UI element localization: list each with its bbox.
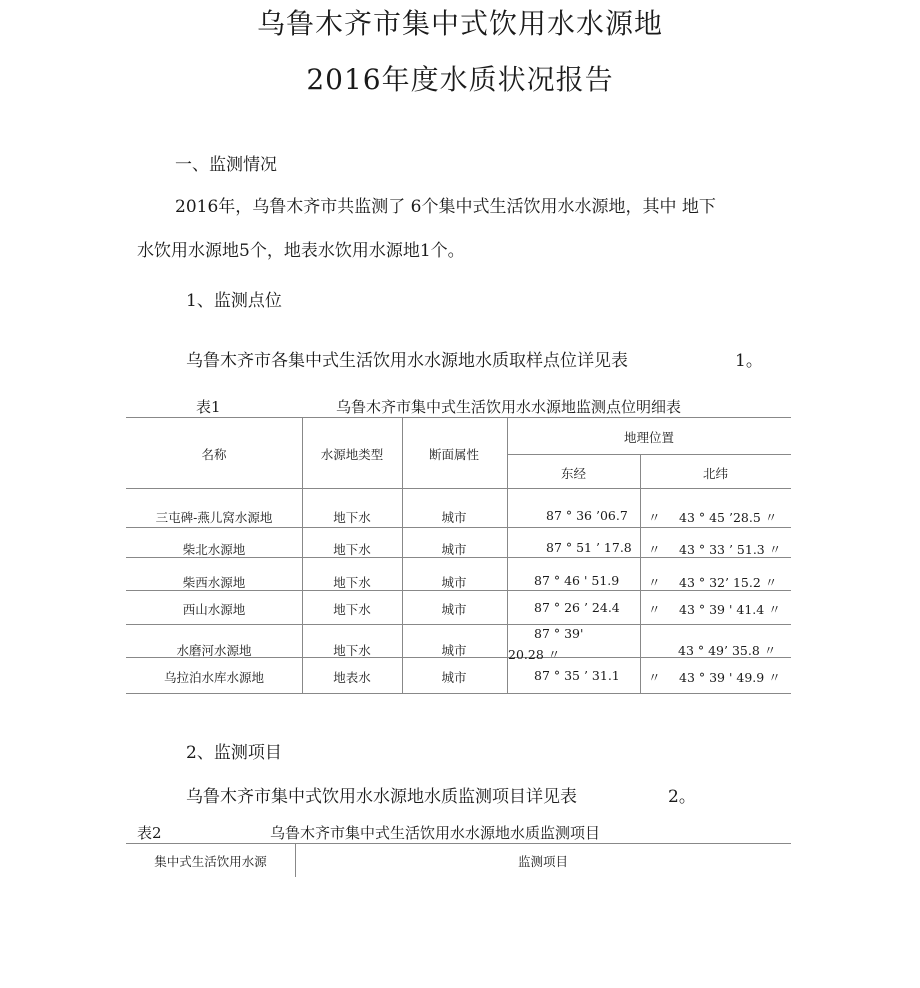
intro-paragraph-line1: 2016年，乌鲁木齐市共监测了 6个集中式生活饮用水水源地，其中 地下 — [175, 197, 716, 217]
table1-reference-number: 1。 — [735, 351, 763, 371]
table2-reference-text: 乌鲁木齐市集中式饮用水水源地水质监测项目详见表 — [186, 787, 577, 807]
row-attr: 城市 — [441, 602, 467, 617]
row-name: 水磨河水源地 — [176, 643, 252, 658]
row-north: 43 ° 49’ 35.8 〃 — [678, 643, 777, 658]
table1-header-location: 地理位置 — [623, 430, 674, 445]
row-east: 87 ° 46 ' 51.9 — [534, 573, 620, 588]
row-east-seconds-mark: 〃 — [648, 602, 661, 617]
table1-header-attr: 断面属性 — [428, 447, 479, 462]
row-name: 西山水源地 — [182, 602, 246, 617]
row-east-seconds-mark: 〃 — [648, 510, 661, 525]
row-east: 87 ° 51 ’ 17.8 — [546, 540, 632, 555]
table2-label: 表2 — [137, 824, 162, 842]
row-north: 43 ° 32’ 15.2 〃 — [679, 575, 778, 590]
table2-caption: 乌鲁木齐市集中式生活饮用水水源地水质监测项目 — [270, 824, 601, 842]
row-north: 43 ° 33 ’ 51.3 〃 — [679, 542, 782, 557]
section1-heading: 一、监测情况 — [175, 155, 277, 175]
table2-reference-number: 2。 — [668, 787, 696, 807]
row-east-seconds-mark: 〃 — [648, 542, 661, 557]
row-east: 87 ° 35 ’ 31.1 — [534, 668, 620, 683]
table1-row-divider — [126, 624, 791, 625]
row-east-seconds-mark: 〃 — [648, 575, 661, 590]
row-name: 乌拉泊水库水源地 — [163, 670, 264, 685]
report-title-line2: 2016年度水质状况报告 — [306, 63, 614, 96]
row-east: 87 ° 39' — [534, 626, 584, 641]
report-title-line1: 乌鲁木齐市集中式饮用水水源地 — [256, 7, 663, 40]
table1-header-east: 东经 — [560, 466, 586, 481]
row-attr: 城市 — [441, 575, 467, 590]
row-east-continued: 20.28 〃 — [508, 647, 561, 662]
table1-header-name: 名称 — [201, 447, 227, 462]
table1-header-type: 水源地类型 — [320, 447, 384, 462]
table1-header-bottom — [126, 488, 791, 489]
row-attr: 城市 — [441, 542, 467, 557]
row-name: 三屯碑-燕儿窝水源地 — [155, 510, 273, 525]
row-east-seconds-mark: 〃 — [648, 670, 661, 685]
table1-label: 表1 — [196, 398, 221, 416]
table2-header-items: 监测项目 — [517, 854, 568, 869]
table1-top-border — [126, 417, 791, 418]
table1-row-divider — [126, 527, 791, 528]
table1-bottom-border — [126, 693, 791, 694]
row-north: 43 ° 45 ’28.5 〃 — [679, 510, 778, 525]
table1-reference-text: 乌鲁木齐市各集中式生活饮用水水源地水质取样点位详见表 — [186, 351, 628, 371]
row-attr: 城市 — [441, 643, 467, 658]
row-type: 地表水 — [333, 670, 371, 685]
table1-caption: 乌鲁木齐市集中式生活饮用水水源地监测点位明细表 — [336, 398, 682, 416]
table1-header-north: 北纬 — [702, 466, 728, 481]
row-type: 地下水 — [333, 542, 371, 557]
row-name: 柴北水源地 — [182, 542, 246, 557]
row-north: 43 ° 39 ' 49.9 〃 — [679, 670, 781, 685]
subsection1-heading: 1、监测点位 — [186, 291, 282, 311]
table1-col-divider — [640, 454, 641, 693]
subsection2-heading: 2、监测项目 — [186, 743, 282, 763]
row-type: 地下水 — [333, 575, 371, 590]
row-type: 地下水 — [333, 643, 371, 658]
row-name: 柴西水源地 — [182, 575, 246, 590]
row-east: 87 ° 26 ’ 24.4 — [534, 600, 620, 615]
table2-top-border — [126, 843, 791, 844]
table1-location-divider — [507, 454, 791, 455]
row-attr: 城市 — [441, 510, 467, 525]
row-attr: 城市 — [441, 670, 467, 685]
row-east: 87 ° 36 ’06.7 — [546, 508, 628, 523]
row-type: 地下水 — [333, 510, 371, 525]
intro-paragraph-line2: 水饮用水源地5个，地表水饮用水源地1个。 — [137, 241, 465, 261]
table2-header-source: 集中式生活饮用水源 — [154, 854, 267, 869]
row-type: 地下水 — [333, 602, 371, 617]
row-north: 43 ° 39 ' 41.4 〃 — [679, 602, 781, 617]
